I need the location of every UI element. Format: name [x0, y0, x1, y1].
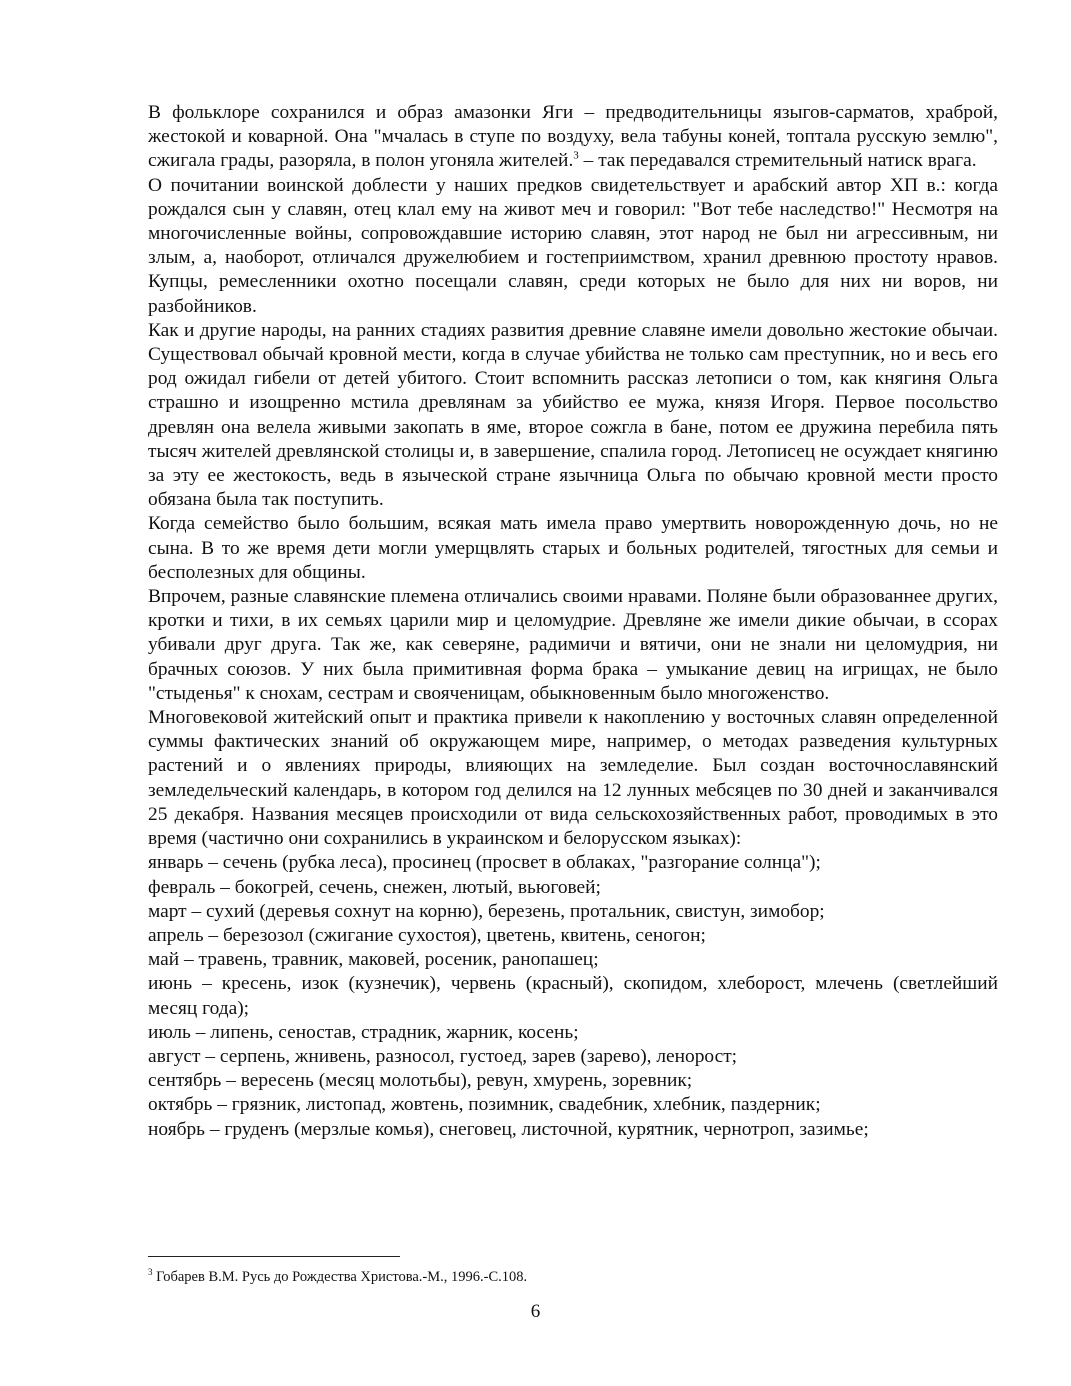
month-item-october: октябрь – грязник, листопад, жовтень, позимник, свадебник, хлебник, паздерник;	[148, 1094, 821, 1116]
month-list	[148, 851, 998, 1141]
month-item-february: февраль – бокогрей, сечень, снежен, лютый, вьюговей;	[148, 876, 601, 898]
month-item-november: ноябрь – груденъ (мерзлые комья), снеговец, листочной, курятник, чернотроп, зазимье;	[148, 1118, 869, 1140]
footnote	[148, 1268, 527, 1286]
paragraph-valor: О почитании воинской доблести у наших предков свидетельствует и арабский автор ХП в.: когда рождался сын у славян, отец клал ему на живот меч и говорил: "Вот тебе наследство!" Несмотря на многочисленные войны, сопровождавшие историю славян, этот народ не был ни агрессивным, ни злым, а, наоборот, отличался дружелюбием и гостеприимством, хранил древнюю простоту нравов. Купцы, ремесленники охотно посещали славян, среди которых не было для них ни воров, ни разбойников.	[148, 174, 998, 317]
month-item-june: июнь – кресень, изок (кузнечик), червень (красный), скопидом, хлебopост, млечень (светлейший месяц года);	[148, 973, 998, 1019]
footnote-separator	[148, 1256, 400, 1257]
paragraph-tribes: Впрочем, разные славянские племена отличались своими нравами. Поляне были образованнее других, кротки и тихи, в их семьях царили мир и целомудрие. Древляне же имели дикие обычаи, в ссорах убивали друг друга. Так же, как северяне, радимичи и вятичи, они не знали ни целомудрия, ни брачных союзов. У них была примитивная форма брака – умыкание девиц на игрищах, не было "стыденья" к снохам, сестрам и свояченицам, обыкновенным было многоженство.	[148, 586, 998, 704]
footnote-text: Гобарев В.М. Русь до Рождества Христова.-М., 1996.-С.108.	[152, 1269, 528, 1285]
page-number: 6	[530, 1301, 541, 1322]
month-item-march: март – сухий (деревья сохнут на корню), березень, протальник, свистун, зимобор;	[148, 900, 825, 922]
month-item-january: январь – сечень (рубка леса), просинец (просвет в облаках, "разгорание солнца");	[148, 852, 821, 874]
month-item-may: май – травень, травник, маковей, росеник, ранопашец;	[148, 949, 599, 971]
page-body	[148, 101, 998, 1142]
paragraph-yaga	[148, 101, 998, 174]
paragraph-text: В фольклоре сохранился и образ амазонки Яги – предводительницы языгов-сарматов, храброй, жестокой и коварной. Она "мчалась в ступе по воздуху, вела табуны коней, топтала русскую землю", сжигала грады, разоряла, в полон угоняла жителей.	[148, 102, 998, 172]
month-item-july: июль – липень, сеностав, страдник, жарник, косень;	[148, 1021, 579, 1043]
paragraph-text-continued: – так передавался стремительный натиск врага.	[578, 150, 977, 172]
month-item-september: сентябрь – вересень (месяц молотьбы), ревун, хмурень, зоревник;	[148, 1070, 693, 1092]
month-item-april: апрель – березозол (сжигание сухостоя), цветень, квитень, сеногон;	[148, 924, 706, 946]
month-item-august: август – серпень, жнивень, разносол, густоед, зарев (зарево), ленорост;	[148, 1045, 738, 1067]
paragraph-calendar: Многовековой житейский опыт и практика привели к накоплению у восточных славян определенной суммы фактических знаний об окружающем мире, например, о методах разведения культурных растений и о явлениях природы, влияющих на земледелие. Был создан восточнославянский земледельческий календарь, в котором год делился на 12 лунных мебсяцев по 30 дней и заканчивался 25 декабря. Названия месяцев происходили от вида сельскохозяйственных работ, проводимых в это время (частично они сохранились в украинском и белорусском языках):	[148, 707, 998, 850]
paragraph-customs: Как и другие народы, на ранних стадиях развития древние славяне имели довольно жестокие обычаи. Существовал обычай кровной мести, когда в случае убийства не только сам преступник, но и весь его род ожидал гибели от детей убитого. Стоит вспомнить рассказ летописи о том, как княгиня Ольга страшно и изощренно мстила древлянам за убийство ее мужа, князя Игоря. Первое посольство древлян она велела живыми закопать в яме, второе сожгла в бане, потом ее дружина перебила пять тысяч жителей древлянской столицы и, в завершение, спалила город. Летописец не осуждает княгиню за эту ее жестокость, ведь в языческой стране язычница Ольга по обычаю кровной мести просто обязана была так поступить.	[148, 319, 998, 511]
paragraph-family: Когда семейство было большим, всякая мать имела право умертвить новорожденную дочь, но не сына. В то же время дети могли умерщвлять старых и больных родителей, тягостных для семьи и бесполезных для общины.	[148, 513, 998, 583]
footnote-mark: 3	[148, 1267, 153, 1278]
footnote-reference[interactable]: 3	[573, 149, 579, 162]
